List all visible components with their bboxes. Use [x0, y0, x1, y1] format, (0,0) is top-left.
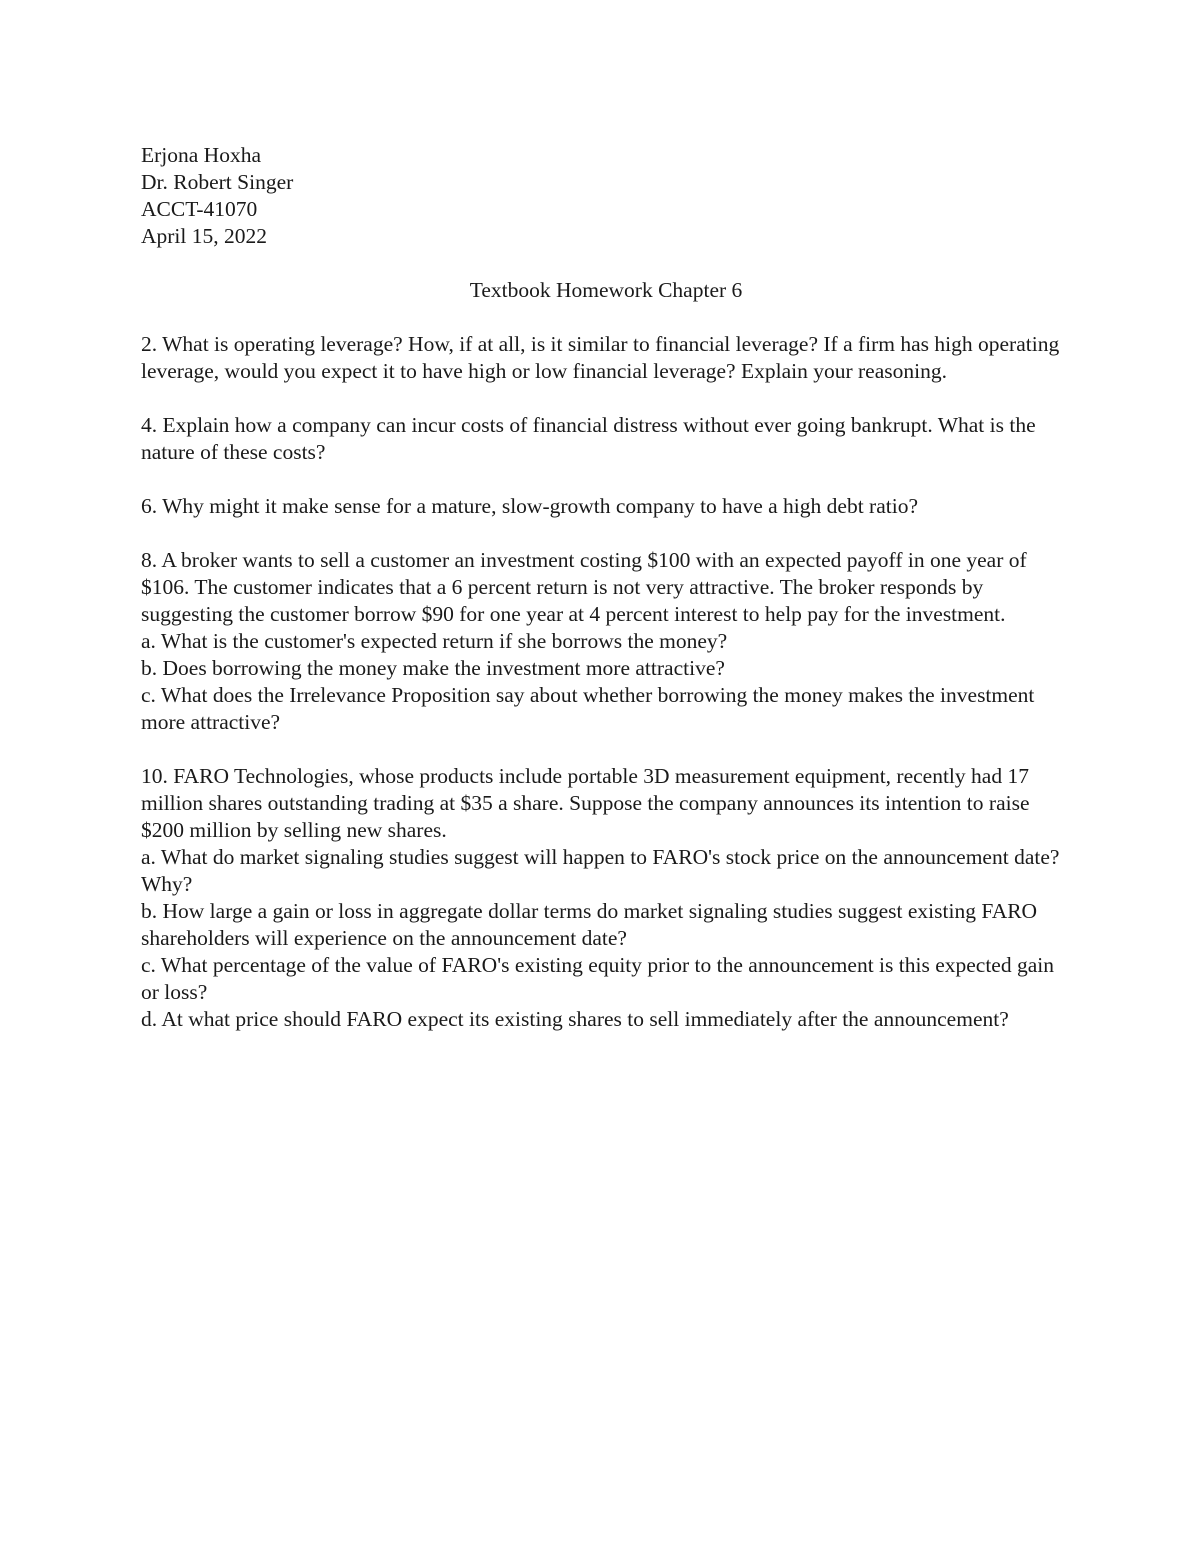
question-part-b: b. Does borrowing the money make the investment more attractive?	[141, 656, 725, 680]
question-part-c: c. What does the Irrelevance Proposition say about whether borrowing the money makes the investment more attractive?	[141, 683, 1035, 734]
question-text: 2. What is operating leverage? How, if at all, is it similar to financial leverage? If a firm has high operating leverage, would you expect it to have high or low financial leverage? Explain your reasoning.	[141, 332, 1060, 383]
question-text: 6. Why might it make sense for a mature, slow-growth company to have a high debt ratio?	[141, 494, 918, 518]
submission-date: April 15, 2022	[141, 224, 268, 248]
question-part-d: d. At what price should FARO expect its existing shares to sell immediately after the announcement?	[141, 1007, 1009, 1031]
question-part-a: a. What do market signaling studies suggest will happen to FARO's stock price on the announcement date? Why?	[141, 845, 1060, 896]
question-part-b: b. How large a gain or loss in aggregate dollar terms do market signaling studies suggest existing FARO shareholders will experience on the announcement date?	[141, 899, 1038, 950]
question-8	[141, 547, 1071, 736]
question-part-c: c. What percentage of the value of FARO's existing equity prior to the announcement is this expected gain or loss?	[141, 953, 1054, 1004]
question-text: 8. A broker wants to sell a customer an investment costing $100 with an expected payoff in one year of $106. The customer indicates that a 6 percent return is not very attractive. The broker responds by suggesting the customer borrow $90 for one year at 4 percent interest to help pay for the investment.	[141, 548, 1027, 626]
header-block	[141, 142, 1071, 250]
question-text: 10. FARO Technologies, whose products include portable 3D measurement equipment, recently had 17 million shares outstanding trading at $35 a share. Suppose the company announces its intention to raise $200 million by selling new shares.	[141, 764, 1030, 842]
course-code: ACCT-41070	[141, 197, 258, 221]
question-10	[141, 763, 1071, 1033]
question-text: 4. Explain how a company can incur costs of financial distress without ever going bankrupt. What is the nature of these costs?	[141, 413, 1036, 464]
student-name: Erjona Hoxha	[141, 143, 262, 167]
instructor-name: Dr. Robert Singer	[141, 170, 294, 194]
question-2	[141, 331, 1071, 385]
question-6	[141, 493, 1071, 520]
question-4	[141, 412, 1071, 466]
question-part-a: a. What is the customer's expected return if she borrows the money?	[141, 629, 728, 653]
document-body	[141, 142, 1071, 1060]
document-title: Textbook Homework Chapter 6	[469, 278, 743, 302]
